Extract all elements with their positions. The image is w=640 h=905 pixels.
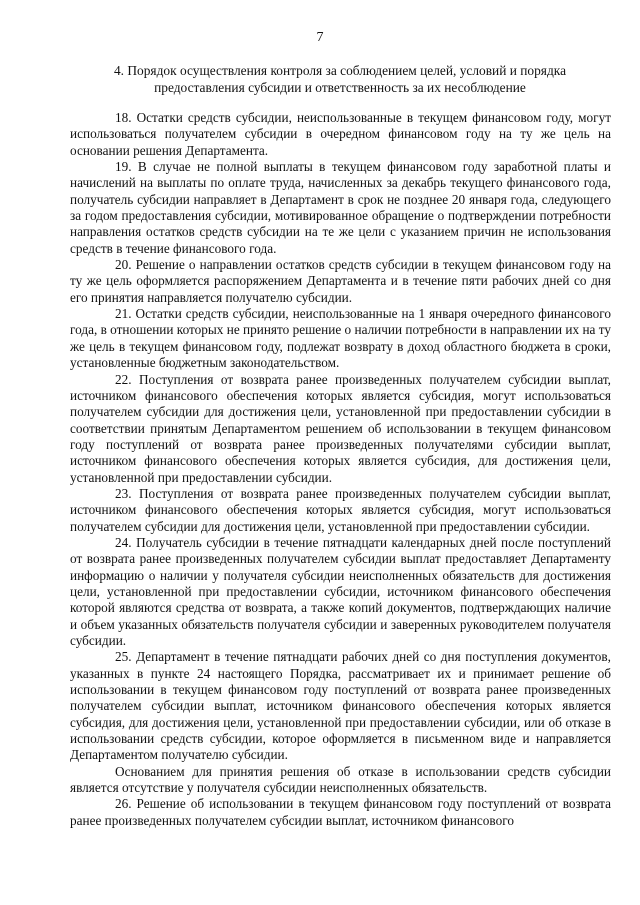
- paragraph-refusal-basis: Основанием для принятия решения об отказе в использовании средств субсидии является отсутствие у получателя субсидии неисполненных обязательств.: [70, 763, 611, 796]
- paragraph-24: 24. Получатель субсидии в течение пятнадцати календарных дней после поступлений от возврата ранее произведенных получателем субсидии выплат предоставляет Департаменту информацию о наличии у получателя субсидии неисполненных обязательств для достижения цели, установленной при предоставлении субсидии, источником финансового обеспечения которой являются средства от возврата, а также копий документов, подтверждающих наличие и объем указанных обязательств получателя субсидии и заверенных руководителем получателя субсидии.: [70, 534, 611, 648]
- paragraph-18: 18. Остатки средств субсидии, неиспользованные в текущем финансовом году, могут использоваться получателем субсидии в очередном финансовом году на ту же цель на основании решения Департамента.: [70, 110, 611, 158]
- paragraph-26: 26. Решение об использовании в текущем финансовом году поступлений от возврата ранее произведенных получателем субсидии выплат, источником финансового: [70, 796, 611, 828]
- paragraph-23: 23. Поступления от возврата ранее произведенных получателем субсидии выплат, источником финансового обеспечения которых является субсидия, могут использоваться получателем субсидии для достижения цели, установленной при предоставлении субсидии.: [70, 485, 611, 534]
- page-number: 7: [316, 30, 324, 45]
- section-heading: 4. Порядок осуществления контроля за соблюдением целей, условий и порядка предоставления субсидии и ответственность за их несоблюдение: [113, 63, 567, 95]
- document-body: [70, 110, 611, 829]
- paragraph-25: 25. Департамент в течение пятнадцати рабочих дней со дня поступления документов, указанных в пункте 24 настоящего Порядка, рассматривает их и принимает решение об использовании в текущем финансовом году поступлений от возврата ранее произведенных получателем субсидии выплат, источником финансового обеспечения которых является субсидия, для достижения цели, установленной при предоставлении субсидии, или об отказе в использовании средств субсидии, которое оформляется в письменном виде и направляется Департаментом получателю субсидии.: [70, 649, 611, 763]
- paragraph-20: 20. Решение о направлении остатков средств субсидии в текущем финансовом году на ту же цель оформляется распоряжением Департамента и в течение пяти рабочих дней со дня его принятия направляется получателю субсидии.: [70, 257, 611, 305]
- paragraph-19: 19. В случае не полной выплаты в текущем финансовом году заработной платы и начислений на выплаты по оплате труда, начисленных за декабрь текущего финансового года, получатель субсидии направляет в Департамент в срок не позднее 20 января года, следующего за годом предоставления субсидии, мотивированное обращение о подтверждении потребности направления остатков средств субсидии на те же цели с указанием причин не использования средств в течение финансового года.: [70, 159, 611, 256]
- paragraph-21: 21. Остатки средств субсидии, неиспользованные на 1 января очередного финансового года, в отношении которых не принято решение о наличии потребности в направлении их на ту же цель в текущем финансовом году, подлежат возврату в доход областного бюджета в сроки, установленные бюджетным законодательством.: [70, 306, 611, 371]
- paragraph-22: 22. Поступления от возврата ранее произведенных получателем субсидии выплат, источником финансового обеспечения которых является субсидия, могут использоваться получателем субсидии для достижения цели, установленной при предоставлении субсидии в соответствии принятым Департаментом решением об использовании в текущем финансовом году поступлений от возврата ранее произведенных получателями субсидии выплат, источником финансового обеспечения которых является субсидия, для достижения цели, установленной при предоставлении субсидии.: [70, 371, 611, 485]
